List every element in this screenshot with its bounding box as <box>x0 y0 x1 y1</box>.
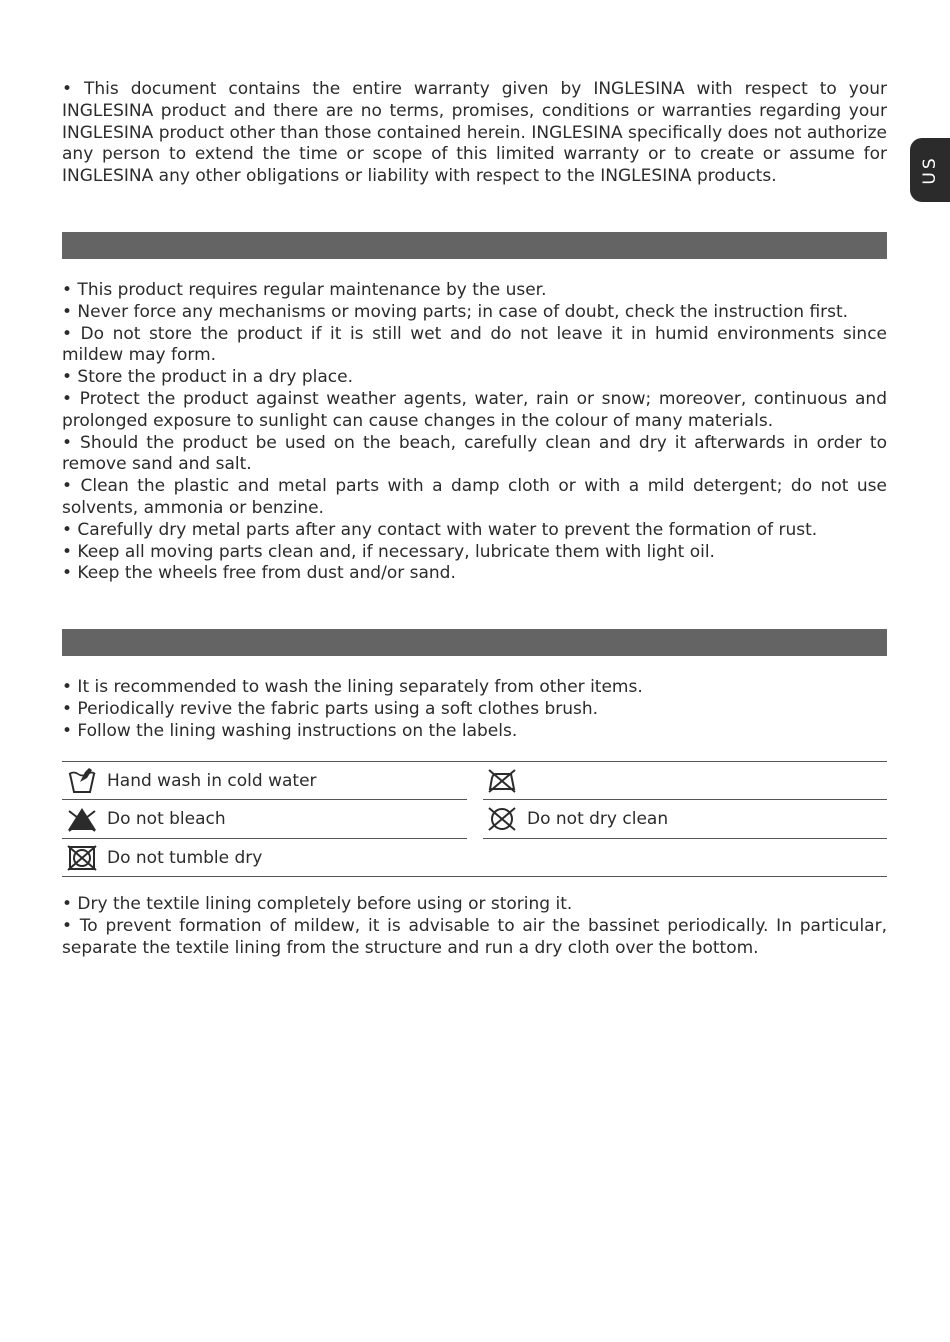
hand-wash-label: Hand wash in cold water <box>107 771 317 791</box>
do-not-bleach-icon <box>66 805 98 833</box>
table-rule <box>62 876 887 877</box>
do-not-dry-clean-label: Do not dry clean <box>527 809 669 829</box>
list-item: • Do not store the product if it is still wet and do not leave it in humid environments since mildew may form. <box>62 323 887 366</box>
do-not-iron-icon <box>486 766 518 794</box>
list-item: • Store the product in a dry place. <box>62 367 353 388</box>
list-item: • Keep the wheels free from dust and/or sand. <box>62 563 456 584</box>
maintenance-list <box>62 280 887 585</box>
warranty-text: • This document contains the entire warranty given by INGLESINA with respect to your INGLESINA product and there are no terms, promises, conditions or warranties regarding your INGLESINA product other than those contained herein. INGLESINA specifically does not authorize any person to extend the time or scope of this limited warranty or to create or assume for INGLESINA any other obligations or liability with respect to the INGLESINA products. <box>62 79 887 187</box>
list-item: • Clean the plastic and metal parts with a damp cloth or with a mild detergent; do not use solvents, ammonia or benzine. <box>62 476 887 518</box>
warranty-section <box>62 79 887 188</box>
table-rule <box>62 799 467 800</box>
language-tab-label: US <box>920 155 940 185</box>
do-not-tumble-dry-icon <box>66 844 98 872</box>
list-item: • It is recommended to wash the lining separately from other items. <box>62 677 643 697</box>
maintenance-header-bar <box>62 232 887 259</box>
cleaning-list <box>62 677 887 742</box>
list-item: • Protect the product against weather agents, water, rain or snow; moreover, continuous and prolonged exposure to sunlight can cause changes in the colour of many materials. <box>62 388 887 431</box>
drying-list <box>62 894 887 959</box>
table-rule <box>483 799 887 800</box>
list-item: • Carefully dry metal parts after any contact with water to prevent the formation of rust. <box>62 519 818 540</box>
list-item: • Should the product be used on the beach, carefully clean and dry it afterwards in order to remove sand and salt. <box>62 432 887 475</box>
list-item: • Keep all moving parts clean and, if necessary, lubricate them with light oil. <box>62 541 715 562</box>
hand-wash-icon <box>66 766 98 794</box>
cleaning-header-bar <box>62 629 887 656</box>
table-rule <box>483 838 887 839</box>
table-rule <box>62 838 467 839</box>
list-item: • This product requires regular maintenance by the user. <box>62 280 547 300</box>
list-item: • Dry the textile lining completely before using or storing it. <box>62 894 573 914</box>
do-not-dry-clean-icon <box>486 805 518 833</box>
list-item: • Follow the lining washing instructions on the labels. <box>62 720 518 741</box>
list-item: • To prevent formation of mildew, it is advisable to air the bassinet periodically. In particular, separate the textile lining from the structure and run a dry cloth over the bottom. <box>62 915 887 958</box>
language-tab <box>910 138 950 202</box>
list-item: • Never force any mechanisms or moving parts; in case of doubt, check the instruction first. <box>62 301 849 322</box>
do-not-tumble-dry-label: Do not tumble dry <box>107 848 263 868</box>
list-item: • Periodically revive the fabric parts using a soft clothes brush. <box>62 698 599 719</box>
do-not-bleach-label: Do not bleach <box>107 809 226 829</box>
table-rule <box>62 761 887 762</box>
